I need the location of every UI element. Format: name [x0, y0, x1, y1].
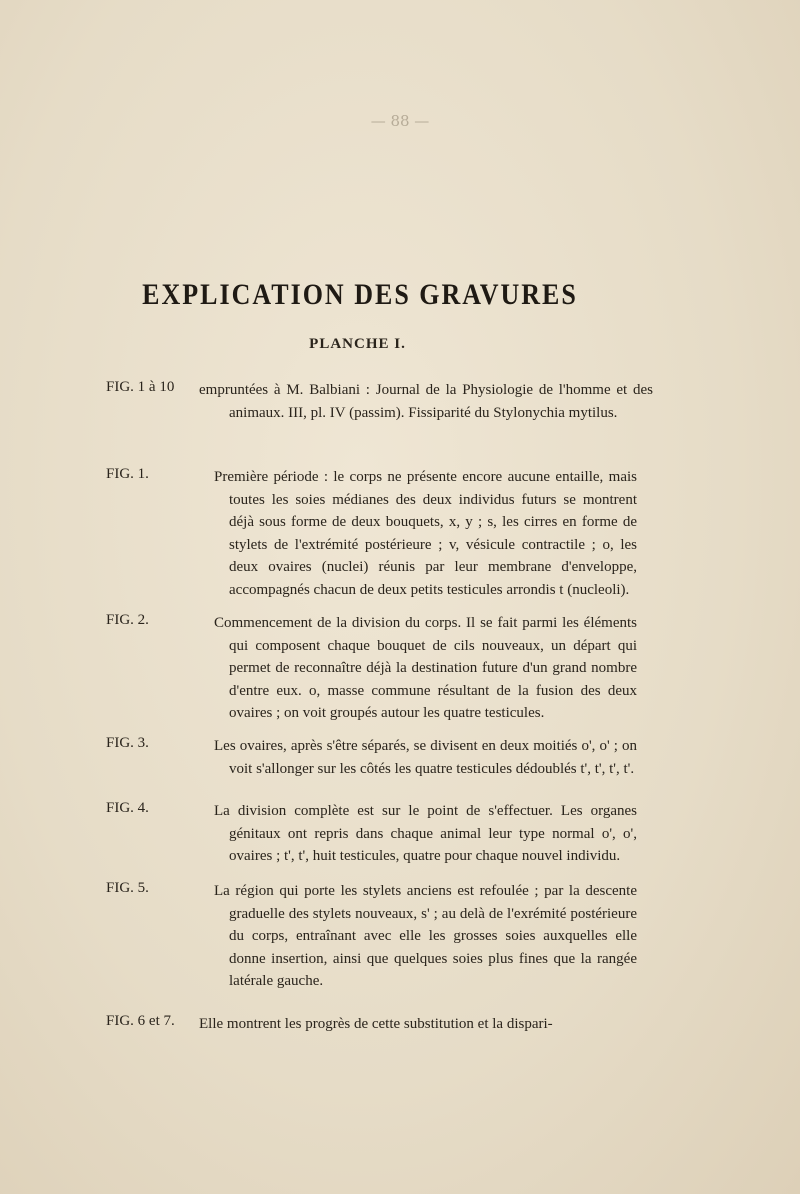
fig-text: La division complète est sur le point de s'effectuer. Les organes génitaux ont repris dans chaque animal leur type normal o', o', ovaires ; t', t', huit testicules, quatre pour chaque nouvel individu.: [214, 803, 637, 864]
fig-text: Elle montrent les progrès de cette substitution et la dispari-: [199, 1016, 553, 1032]
page-title: EXPLICATION DES GRAVURES: [142, 278, 578, 311]
fig-text: empruntées à M. Balbiani : Journal de la Physiologie de l'homme et des animaux. III, pl. IV (passim). Fissiparité du Stylonychia mytilus.: [199, 382, 653, 421]
fig-label: FIG. 1.: [106, 466, 149, 482]
fig-text: La région qui porte les stylets anciens est refoulée ; par la descente graduelle des stylets nouveaux, s' ; au delà de l'exrémité postérieure du corps, entraînant avec elle les grosses soies auxquelles elle donne insertion, ainsi que quelques soies plus fines que la rangée latérale gauche.: [214, 883, 637, 989]
fig-label: FIG. 5.: [106, 880, 149, 896]
fig-label: FIG. 3.: [106, 735, 149, 751]
fig-text: Première période : le corps ne présente encore aucune entaille, mais toutes les soies médianes des deux individus futurs se montrent déjà sous forme de deux bouquets, x, y ; s, les cirres en forme de stylets de l'extrémité postérieure ; v, vésicule contractile ; o, les deux ovaires (nuclei) réunis par leur membrane d'enveloppe, accompagnés chacun de deux petits testicules arrondis t (nucleoli).: [214, 469, 637, 598]
fig-label: FIG. 6 et 7.: [106, 1013, 175, 1029]
page-number: — 88 —: [370, 112, 430, 130]
fig-label: FIG. 4.: [106, 800, 149, 816]
fig-text: Commencement de la division du corps. Il se fait parmi les éléments qui composent chaque bouquet de cils nouveaux, un départ qui permet de reconnaître déjà la destination future d'un grand nombre d'entre eux. o, masse commune résultant de la fusion des deux ovaires ; on voit groupés autour les quatre testicules.: [214, 615, 637, 721]
fig-label: FIG. 1 à 10: [106, 379, 175, 395]
plate-title: PLANCHE I.: [309, 336, 406, 352]
fig-label: FIG. 2.: [106, 612, 149, 628]
fig-text: Les ovaires, après s'être séparés, se divisent en deux moitiés o', o' ; on voit s'allonger sur les côtés les quatre testicules dédoublés t', t', t', t'.: [214, 738, 637, 777]
